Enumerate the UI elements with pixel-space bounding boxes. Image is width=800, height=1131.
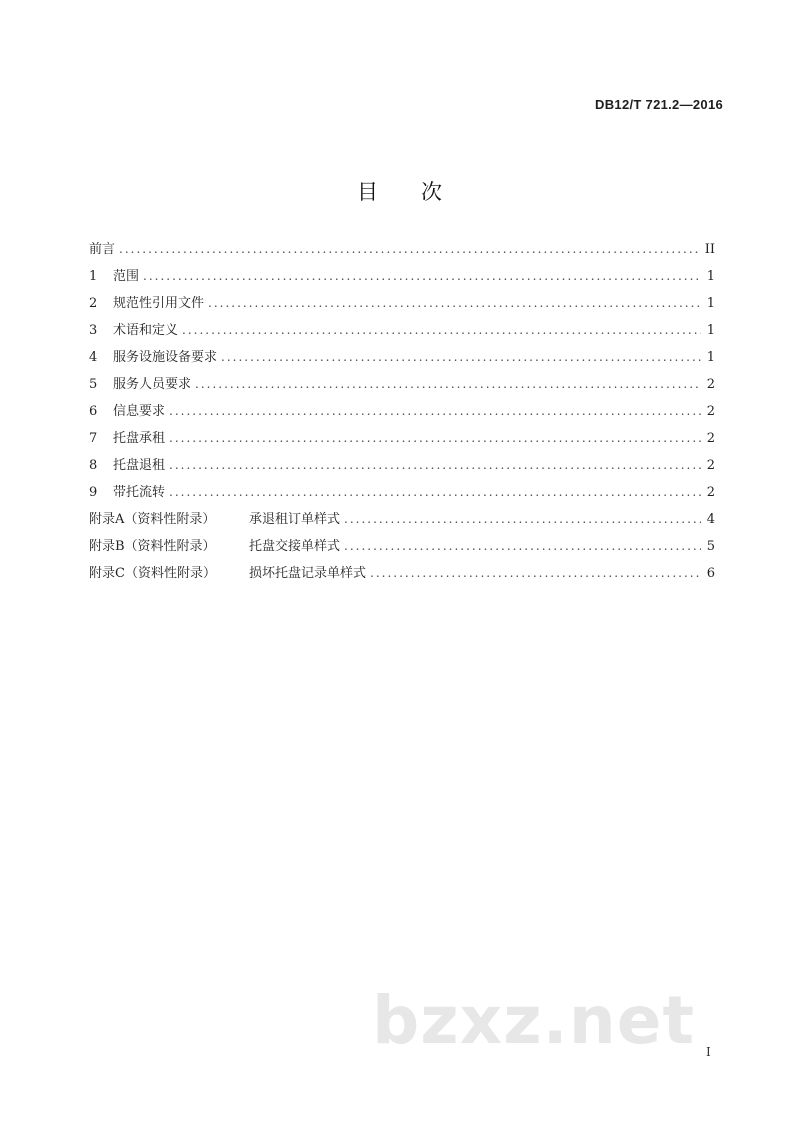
toc-entry-page: 2 <box>706 485 715 500</box>
toc-leader-dots <box>119 242 701 256</box>
toc-entry-page: 4 <box>706 512 715 527</box>
toc-entry-page: 2 <box>706 458 715 473</box>
toc-leader-dots <box>344 539 701 553</box>
toc-entry-9[interactable] <box>89 481 715 508</box>
toc-entry-number: 2 <box>89 296 98 311</box>
toc-entry-page: 1 <box>706 296 715 311</box>
toc-leader-dots <box>169 485 701 499</box>
toc-entry-1[interactable] <box>89 265 715 292</box>
toc-leader-dots <box>344 512 701 526</box>
toc-entry-label: 术语和定义 <box>113 323 179 338</box>
toc-entry-6[interactable] <box>89 400 715 427</box>
toc-entry-4[interactable] <box>89 346 715 373</box>
toc-entry-8[interactable] <box>89 454 715 481</box>
toc-leader-dots <box>182 323 701 337</box>
toc-entry-page: 2 <box>706 377 715 392</box>
toc-entry-page: 2 <box>706 404 715 419</box>
toc-entry-label: 服务人员要求 <box>113 377 192 392</box>
toc-leader-dots <box>208 296 701 310</box>
toc-entry-number: 8 <box>89 458 98 473</box>
toc-leader-dots <box>169 404 701 418</box>
toc-entry-number: 5 <box>89 377 98 392</box>
toc-appendix-title: 承退租订单样式 <box>249 512 341 527</box>
toc-entry-label: 范围 <box>113 269 140 284</box>
toc-entry-page: 6 <box>706 566 715 581</box>
toc-entry-page: II <box>704 242 715 257</box>
toc-appendix-title: 损坏托盘记录单样式 <box>249 566 367 581</box>
toc-entry-label: 托盘退租 <box>113 458 166 473</box>
toc-entry-number: 7 <box>89 431 98 446</box>
toc-entry-number: 1 <box>89 269 98 284</box>
toc-leader-dots <box>169 431 701 445</box>
toc-entry-number: 3 <box>89 323 98 338</box>
toc-entry-3[interactable] <box>89 319 715 346</box>
page-number: I <box>706 1045 711 1059</box>
toc-leader-dots <box>195 377 701 391</box>
toc-entry-page: 5 <box>706 539 715 554</box>
title-char-2: 次 <box>421 180 443 204</box>
toc-entry-2[interactable] <box>89 292 715 319</box>
toc-entry-label: 信息要求 <box>113 404 166 419</box>
toc-entry-page: 1 <box>706 323 715 338</box>
toc-entry-foreword[interactable] <box>89 238 715 265</box>
toc-leader-dots <box>143 269 701 283</box>
toc-entry-page: 1 <box>706 350 715 365</box>
toc-leader-dots <box>169 458 701 472</box>
toc-entry-label: 服务设施设备要求 <box>113 350 218 365</box>
toc-entry-page: 2 <box>706 431 715 446</box>
toc-appendix-label: 附录C（资料性附录） <box>89 566 216 581</box>
toc-entry-7[interactable] <box>89 427 715 454</box>
toc-appendix-label: 附录B（资料性附录） <box>89 539 216 554</box>
toc-entry-number: 6 <box>89 404 98 419</box>
toc-entry-number: 9 <box>89 485 98 500</box>
toc-leader-dots <box>221 350 701 364</box>
standard-code: DB12/T 721.2—2016 <box>595 97 723 112</box>
toc-entry-page: 1 <box>706 269 715 284</box>
toc-entry-label: 托盘承租 <box>113 431 166 446</box>
table-of-contents <box>89 238 715 589</box>
watermark: bzxz.net <box>372 982 696 1059</box>
toc-appendix-c[interactable] <box>89 562 715 589</box>
toc-appendix-title: 托盘交接单样式 <box>249 539 341 554</box>
page-title <box>0 176 800 206</box>
toc-entry-label: 前言 <box>89 242 116 257</box>
toc-appendix-b[interactable] <box>89 535 715 562</box>
toc-entry-5[interactable] <box>89 373 715 400</box>
title-char-1: 目 <box>357 180 379 204</box>
toc-leader-dots <box>370 566 701 580</box>
toc-entry-label: 规范性引用文件 <box>113 296 205 311</box>
toc-appendix-label: 附录A（资料性附录） <box>89 512 216 527</box>
toc-entry-number: 4 <box>89 350 98 365</box>
toc-appendix-a[interactable] <box>89 508 715 535</box>
toc-entry-label: 带托流转 <box>113 485 166 500</box>
